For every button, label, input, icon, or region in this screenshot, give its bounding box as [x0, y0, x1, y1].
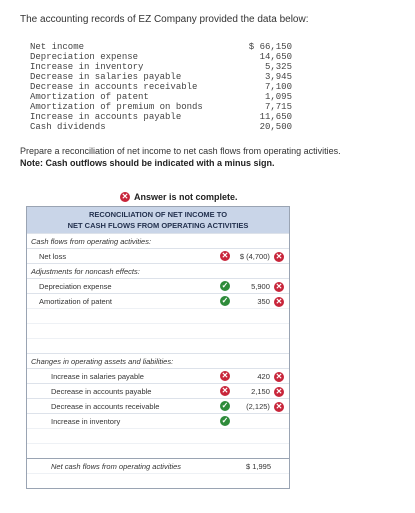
- record-row: [30, 62, 292, 72]
- intro-text: The accounting records of EZ Company provided the data below:: [20, 14, 309, 25]
- x-icon: ✕: [221, 251, 229, 260]
- record-row: [30, 72, 292, 82]
- worksheet-header: [27, 207, 289, 233]
- check-icon: ✓: [221, 401, 229, 410]
- inventory-label[interactable]: Increase in inventory: [51, 417, 121, 426]
- adjustments-row: [27, 263, 289, 278]
- depreciation-row: [27, 278, 289, 293]
- inventory-row: [27, 413, 289, 428]
- record-row: [30, 42, 292, 52]
- net-loss-label[interactable]: Net loss: [39, 252, 67, 261]
- amortization-label[interactable]: Amortization of patent: [39, 297, 112, 306]
- net-loss-input[interactable]: $ (4,700): [239, 252, 270, 261]
- record-value: 3,945: [264, 72, 292, 82]
- record-row: [30, 52, 292, 62]
- worksheet-title-line1: RECONCILIATION OF NET INCOME TO: [88, 210, 228, 219]
- x-icon: ✕: [275, 297, 283, 307]
- records-list: [30, 42, 292, 132]
- record-value: 1,095: [264, 92, 292, 102]
- receivable-label[interactable]: Decrease in accounts receivable: [51, 402, 160, 411]
- record-label: Increase in inventory: [30, 62, 144, 72]
- salaries-input[interactable]: 420: [257, 372, 270, 381]
- record-label: Net income: [30, 42, 85, 52]
- record-label: Increase in accounts payable: [30, 112, 182, 122]
- receivable-row: [27, 398, 289, 413]
- payable-label[interactable]: Decrease in accounts payable: [51, 387, 152, 396]
- record-value: 14,650: [259, 52, 292, 62]
- payable-input[interactable]: 2,150: [251, 387, 270, 396]
- x-icon: ✕: [221, 386, 229, 395]
- check-icon: ✓: [221, 416, 229, 425]
- x-icon: ✕: [221, 371, 229, 380]
- reconciliation-worksheet: [26, 206, 290, 489]
- record-row: [30, 102, 292, 112]
- salaries-row: [27, 368, 289, 383]
- changes-row: [27, 353, 289, 368]
- record-value: $ 66,150: [248, 42, 292, 52]
- total-row: [27, 458, 289, 473]
- record-label: Depreciation expense: [30, 52, 139, 62]
- blank-row: [27, 473, 289, 488]
- worksheet-title-line2: NET CASH FLOWS FROM OPERATING ACTIVITIES: [67, 221, 249, 230]
- record-row: [30, 122, 292, 132]
- section-operating-label: Cash flows from operating activities:: [31, 237, 152, 246]
- x-icon: ✕: [275, 282, 283, 292]
- note-text: Note: Cash outflows should be indicated with a minus sign.: [20, 158, 275, 168]
- amortization-input[interactable]: 350: [257, 297, 270, 306]
- payable-row: [27, 383, 289, 398]
- x-icon: ✕: [275, 252, 283, 262]
- blank-row[interactable]: [27, 428, 289, 443]
- record-value: 7,100: [264, 82, 292, 92]
- total-label: Net cash flows from operating activities: [51, 462, 182, 471]
- record-value: 11,650: [259, 112, 292, 122]
- x-icon: ✕: [275, 387, 283, 397]
- blank-row[interactable]: [27, 323, 289, 338]
- x-icon: ✕: [275, 372, 283, 382]
- adjustments-label: Adjustments for noncash effects:: [31, 267, 140, 276]
- total-value: $ 1,995: [245, 462, 271, 471]
- amortization-row: [27, 293, 289, 308]
- blank-row[interactable]: [27, 308, 289, 323]
- record-row: [30, 82, 292, 92]
- blank-row[interactable]: [27, 443, 289, 458]
- record-value: 7,715: [264, 102, 292, 112]
- check-icon: ✓: [221, 296, 229, 305]
- x-icon: ✕: [121, 192, 129, 201]
- record-label: Cash dividends: [30, 122, 106, 132]
- answer-status-text: Answer is not complete.: [134, 192, 238, 202]
- changes-label: Changes in operating assets and liabilities:: [31, 357, 174, 366]
- record-value: 20,500: [259, 122, 292, 132]
- record-value: 5,325: [264, 62, 292, 72]
- record-label: Decrease in accounts receivable: [30, 82, 198, 92]
- check-icon: ✓: [221, 281, 229, 290]
- blank-row[interactable]: [27, 338, 289, 353]
- net-loss-row: [27, 248, 289, 263]
- x-icon: ✕: [275, 402, 283, 412]
- depreciation-input[interactable]: 5,900: [251, 282, 270, 291]
- section-operating-row: [27, 233, 289, 248]
- record-label: Amortization of patent: [30, 92, 149, 102]
- record-label: Amortization of premium on bonds: [30, 102, 203, 112]
- prompt-text: Prepare a reconciliation of net income to net cash flows from operating activities.: [20, 146, 341, 156]
- record-label: Decrease in salaries payable: [30, 72, 182, 82]
- answer-status-banner: [120, 192, 238, 202]
- record-row: [30, 92, 292, 102]
- receivable-input[interactable]: (2,125): [246, 402, 270, 411]
- depreciation-label[interactable]: Depreciation expense: [39, 282, 112, 291]
- salaries-label[interactable]: Increase in salaries payable: [51, 372, 144, 381]
- record-row: [30, 112, 292, 122]
